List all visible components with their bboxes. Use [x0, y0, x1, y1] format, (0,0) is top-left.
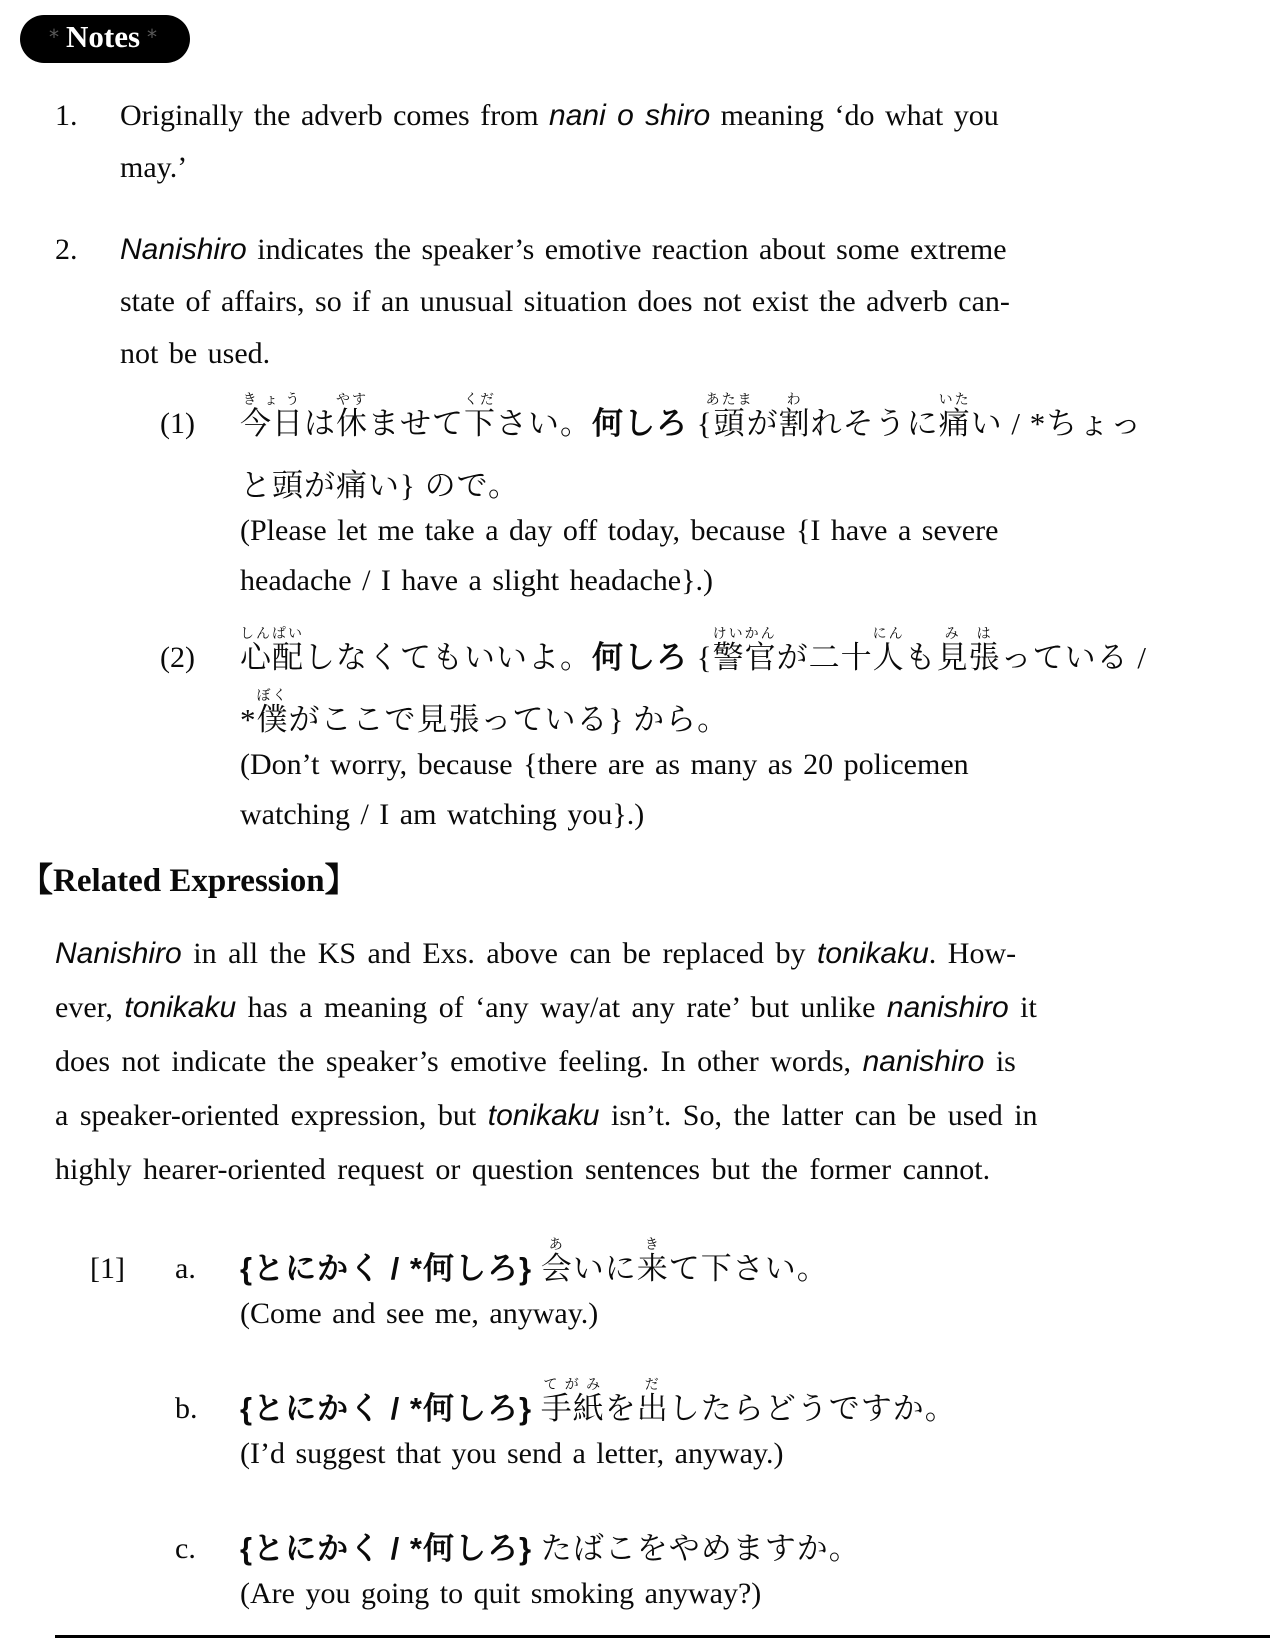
ref-example-b: [90, 1367, 1215, 1479]
example-1-translation: (Please let me take a day off today, because {I have a severe headache / I have a slight headache}.): [240, 514, 999, 597]
related-expression-heading: 【Related Expression】: [20, 863, 358, 899]
related-expression-paragraph: Nanishiro in all the KS and Exs. above can be replaced by tonikaku. How- ever, tonikaku has a meaning of ‘any way/at any rate’ but unlike nanishiro it does not indicate the speaker’s emotive feeling. In other words, nanishiro is a speaker-oriented expression, but tonikaku isn’t. So, the latter can be used in highly hearer-oriented request or question sentences but the former cannot.: [55, 937, 1038, 1186]
note-2-number: 2.: [55, 233, 78, 266]
note-1-text: Originally the adverb comes from nani o shiro meaning ‘do what you may.’: [120, 99, 999, 184]
example-1-number: (1): [160, 407, 195, 440]
example-2: [120, 616, 1215, 840]
note-2: [55, 224, 1215, 840]
ref-example-a-letter: a.: [175, 1252, 196, 1285]
ref-example-b-translation: (I’d suggest that you send a letter, anyway.): [240, 1437, 784, 1470]
example-2-japanese: 心配しんぱいしなくてもいいよ。何しろ {警官けいかんが二十人にんも見み張はっている / *僕ぼくがここで見張っている} から。: [240, 627, 1148, 737]
ornament-icon: *: [147, 25, 158, 49]
example-1: [120, 382, 1215, 606]
ref-example-b-letter: b.: [175, 1392, 198, 1425]
ref-example-c-translation: (Are you going to quit smoking anyway?): [240, 1577, 762, 1610]
note-2-text: Nanishiro indicates the speaker’s emotive reaction about some extreme state of affairs, so if an unusual situation does not exist the adverb can- not be used.: [120, 233, 1010, 370]
ref-example-c: [90, 1507, 1215, 1619]
ref-example-c-letter: c.: [175, 1532, 196, 1565]
example-2-number: (2): [160, 641, 195, 674]
example-1-japanese: 今日きょうは休やすませて下ください。何しろ {頭あたまが割われそうに痛いたい / *ちょっ と頭が痛い} ので。: [240, 393, 1143, 503]
ornament-icon: *: [49, 25, 59, 49]
ref-example-a-translation: (Come and see me, anyway.): [240, 1297, 599, 1330]
ref-example-group-number: [1]: [90, 1252, 125, 1285]
note-1-number: 1.: [55, 99, 78, 132]
notes-badge-label: Notes: [66, 19, 141, 54]
notes-badge: [20, 15, 190, 63]
ref-example-a: [90, 1227, 1215, 1339]
page-edge-line: [55, 1635, 1270, 1638]
note-1: [55, 90, 1215, 194]
example-2-translation: (Don’t worry, because {there are as many as 20 policemen watching / I am watching you}.): [240, 748, 969, 831]
ref-examples: [90, 1227, 1215, 1619]
ref-example-c-japanese: {とにかく / *何しろ} たばこをやめますか。: [240, 1531, 861, 1566]
ref-example-a-japanese: {とにかく / *何しろ} 会あいに来きて下さい。: [240, 1238, 829, 1286]
ref-example-b-japanese: {とにかく / *何しろ} 手紙てがみを出だしたらどうですか。: [240, 1378, 957, 1426]
ref-example-number-spacer: [90, 1507, 175, 1619]
ref-example-number-spacer: [90, 1367, 175, 1479]
